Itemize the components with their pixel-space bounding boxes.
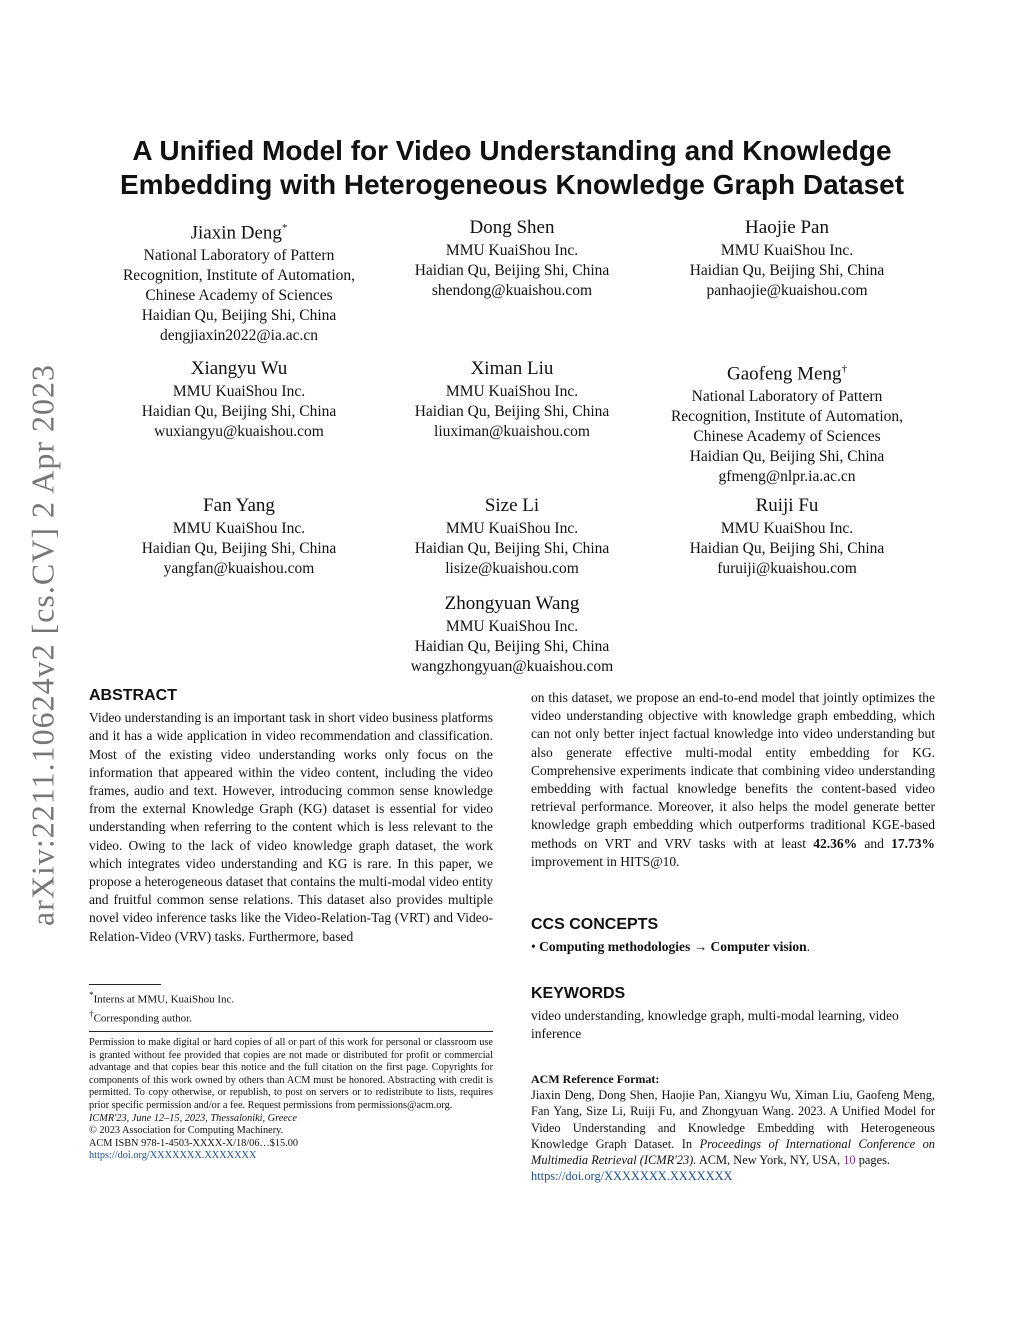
author-affiliation: MMU KuaiShou Inc. bbox=[172, 383, 306, 400]
page-count-link[interactable]: 10 bbox=[843, 1153, 856, 1168]
author-address: Haidian Qu, Beijing Shi, China bbox=[414, 403, 610, 420]
author-email: yangfan@kuaishou.com bbox=[163, 560, 315, 577]
author-block bbox=[89, 216, 389, 346]
vrv-improvement: 17.73% bbox=[891, 835, 936, 851]
author-address: Haidian Qu, Beijing Shi, China bbox=[689, 448, 885, 466]
author-address: Haidian Qu, Beijing Shi, China bbox=[414, 540, 610, 557]
author-name: Xiangyu Wu bbox=[190, 358, 288, 379]
keywords-section bbox=[531, 985, 935, 1044]
author-affiliation: MMU KuaiShou Inc. bbox=[720, 520, 854, 537]
copyright-line: © 2023 Association for Computing Machinery. bbox=[89, 1125, 284, 1137]
author-name: Fan Yang bbox=[203, 495, 275, 516]
author-email: wangzhongyuan@kuaishou.com bbox=[410, 658, 614, 675]
author-name: Haojie Pan bbox=[745, 217, 829, 238]
author-email: dengjiaxin2022@ia.ac.cn bbox=[159, 327, 319, 345]
keywords-heading: KEYWORDS bbox=[531, 985, 626, 1002]
ccs-concepts-section bbox=[531, 916, 935, 956]
author-block bbox=[362, 494, 662, 579]
author-block bbox=[362, 216, 662, 301]
abstract-text-continued: on this dataset, we propose an end-to-end model that jointly optimizes the video understanding objective with knowledge graph embedding, which can not only better inject factual knowledge into video understanding but also generate effective multi-modal entity embedding for KG. Comprehensive experiments indicate that combining video understanding embedding with factual knowledge benefits the content-based video retrieval performance. Moreover, it also helps the model generate better knowledge graph embedding which outperforms traditional KGE-based methods on VRT and VRV tasks with at least 42.36% and 17.73% improvement in HITS@10. bbox=[531, 690, 936, 869]
acm-reference-text: Jiaxin Deng, Dong Shen, Haojie Pan, Xiangyu Wu, Ximan Liu, Gaofeng Meng, Fan Yang, Size Li, Ruiji Fu, and Zhongyuan Wang. 2023. A Unified Model for Video Understanding and Knowledge Embedding with Heterogeneous Knowledge Graph Dataset. In Proceedings of International Conference on Multimedia Retrieval (ICMR'23). ACM, New York, NY, USA, 10 pages. bbox=[531, 1088, 935, 1168]
author-affiliation: Chinese Academy of Sciences bbox=[693, 428, 881, 446]
abstract-heading: ABSTRACT bbox=[89, 687, 177, 704]
author-block bbox=[637, 216, 937, 301]
title-line-2: Embedding with Heterogeneous Knowledge Graph Dataset bbox=[119, 169, 905, 200]
author-affiliation: Recognition, Institute of Automation, bbox=[670, 408, 904, 426]
ccs-heading: CCS CONCEPTS bbox=[531, 916, 659, 933]
author-affiliation: National Laboratory of Pattern bbox=[691, 388, 883, 406]
author-block bbox=[362, 592, 662, 677]
arxiv-identifier-stamp: arXiv:2211.10624v2 [cs.CV] 2 Apr 2023 bbox=[24, 364, 61, 926]
author-affiliation: MMU KuaiShou Inc. bbox=[445, 520, 579, 537]
permission-text: Permission to make digital or hard copies of all or part of this work for personal or classroom use is granted without fee provided that copies are not made or distributed for profit or commercial advantage and that copies bear this notice and the full citation on the first page. Copyrights for components of this work owned by others than ACM must be honored. Abstracting with credit is permitted. To copy otherwise, or republish, to post on servers or to redistribute to lists, requires prior specific permission and/or a fee. Request permissions from permissions@acm.org. bbox=[89, 1037, 493, 1111]
vrt-improvement: 42.36% bbox=[813, 835, 858, 851]
author-affiliation: MMU KuaiShou Inc. bbox=[172, 520, 306, 537]
author-email: shendong@kuaishou.com bbox=[431, 282, 593, 299]
abstract-text: Video understanding is an important task in short video business platforms and it has a wide application in video recommendation and classification. Most of the existing video understanding works only focus on the information that appeared within the video content, including the video frames, audio and text. However, introducing common sense knowledge from the external Knowledge Graph (KG) dataset is essential for video understanding when referring to the content which is less relevant to the video. Owing to the lack of video knowledge graph dataset, the work which integrates video understanding and KG is rare. In this paper, we propose a heterogeneous dataset that contains the multi-modal video entity and fruitful common sense relations. This dataset also provides multiple novel video inference tasks like the Video-Relation-Tag (VRT) and Video-Relation-Video (VRV) tasks. Furthermore, based bbox=[89, 710, 493, 944]
doi-link[interactable]: https://doi.org/XXXXXXX.XXXXXXX bbox=[89, 1150, 257, 1162]
author-affiliation: National Laboratory of Pattern bbox=[143, 247, 335, 265]
author-block bbox=[89, 494, 389, 579]
author-block bbox=[637, 494, 937, 579]
author-footnote-mark: * bbox=[281, 222, 288, 234]
title-line-1: A Unified Model for Video Understanding and Knowledge bbox=[132, 135, 892, 166]
author-address: Haidian Qu, Beijing Shi, China bbox=[689, 540, 885, 557]
author-email: gfmeng@nlpr.ia.ac.cn bbox=[718, 468, 856, 486]
author-address: Haidian Qu, Beijing Shi, China bbox=[141, 540, 337, 557]
footnote-corresponding: †Corresponding author. bbox=[89, 1008, 192, 1025]
footnotes bbox=[89, 988, 493, 1025]
keywords-text: video understanding, knowledge graph, multi-modal learning, video inference bbox=[531, 1008, 899, 1042]
acm-reference-doi-link[interactable]: https://doi.org/XXXXXXX.XXXXXXX bbox=[531, 1169, 733, 1184]
author-email: liuximan@kuaishou.com bbox=[434, 423, 590, 440]
author-name: Dong Shen bbox=[469, 217, 555, 238]
paper-title bbox=[0, 134, 1024, 202]
author-address: Haidian Qu, Beijing Shi, China bbox=[141, 307, 337, 325]
isbn-line: ACM ISBN 978-1-4503-XXXX-X/18/06…$15.00 bbox=[89, 1137, 299, 1149]
abstract-section bbox=[89, 687, 493, 946]
conference-info: ICMR'23, June 12–15, 2023, Thessaloniki, Greece bbox=[89, 1112, 298, 1124]
author-email: lisize@kuaishou.com bbox=[445, 560, 579, 577]
author-email: panhaojie@kuaishou.com bbox=[706, 282, 868, 299]
footnote-divider bbox=[89, 984, 161, 985]
author-email: furuiji@kuaishou.com bbox=[717, 560, 857, 577]
author-affiliation: MMU KuaiShou Inc. bbox=[720, 242, 854, 259]
author-block bbox=[362, 357, 662, 442]
author-address: Haidian Qu, Beijing Shi, China bbox=[414, 262, 610, 279]
author-footnote-mark: † bbox=[841, 363, 847, 375]
footnote-interns: *Interns at MMU, KuaiShou Inc. bbox=[89, 990, 235, 1006]
author-address: Haidian Qu, Beijing Shi, China bbox=[689, 262, 885, 279]
author-affiliation: MMU KuaiShou Inc. bbox=[445, 383, 579, 400]
author-address: Haidian Qu, Beijing Shi, China bbox=[141, 403, 337, 420]
acm-reference-section bbox=[531, 1071, 935, 1184]
author-affiliation: Chinese Academy of Sciences bbox=[145, 287, 333, 305]
author-affiliation: Recognition, Institute of Automation, bbox=[122, 267, 356, 285]
acm-reference-heading: ACM Reference Format: bbox=[531, 1072, 660, 1086]
author-name: Jiaxin Deng* bbox=[190, 222, 288, 244]
permission-divider bbox=[89, 1031, 493, 1032]
author-name: Size Li bbox=[484, 495, 540, 516]
ccs-concept-line: • Computing methodologies → Computer vision. bbox=[531, 939, 811, 955]
author-name: Gaofeng Meng† bbox=[727, 363, 847, 385]
author-affiliation: MMU KuaiShou Inc. bbox=[445, 242, 579, 259]
author-block bbox=[637, 357, 937, 487]
permission-block bbox=[89, 1037, 493, 1163]
author-address: Haidian Qu, Beijing Shi, China bbox=[414, 638, 610, 655]
abstract-continuation bbox=[531, 689, 935, 871]
author-email: wuxiangyu@kuaishou.com bbox=[154, 423, 324, 440]
author-name: Zhongyuan Wang bbox=[444, 593, 580, 614]
author-affiliation: MMU KuaiShou Inc. bbox=[445, 618, 579, 635]
author-name: Ximan Liu bbox=[470, 358, 554, 379]
author-name: Ruiji Fu bbox=[755, 495, 819, 516]
author-block bbox=[89, 357, 389, 442]
